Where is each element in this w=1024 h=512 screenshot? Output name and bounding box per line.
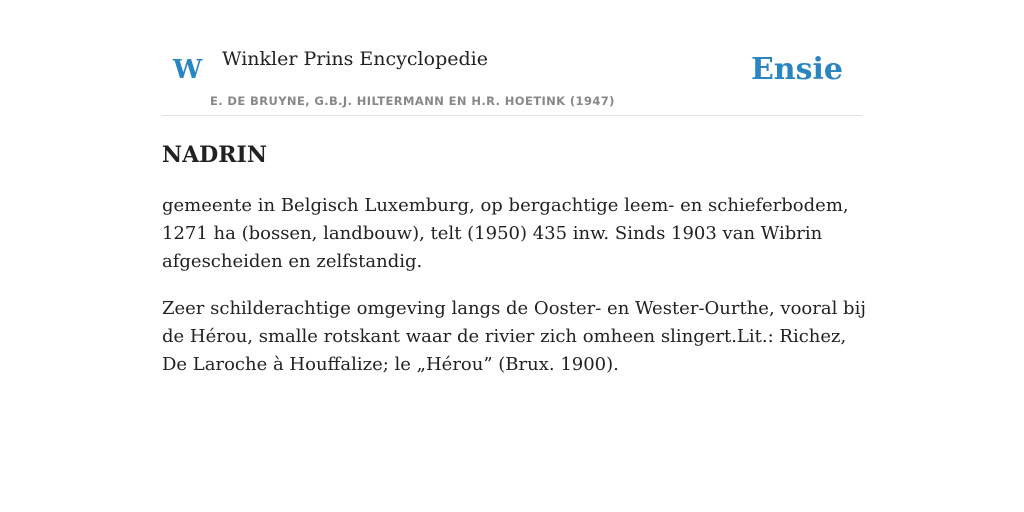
entry-title: NADRIN [162,142,267,168]
page-container [162,0,866,375]
source-authors: E. DE BRUYNE, G.B.J. HILTERMANN EN H.R. HOETINK (1947) [210,94,615,108]
ensie-logo-link[interactable]: Ensie [750,52,843,87]
entry-paragraph: gemeente in Belgisch Luxemburg, op bergachtige leem- en schieferbodem, 1271 ha (bossen, landbouw), telt (1950) 435 inw. Sinds 1903 van Wibrin afgescheiden en zelfstandig. [162,195,849,272]
source-logo: W [173,55,203,85]
entry-paragraph: Zeer schilderachtige omgeving langs de Ooster- en Wester-Ourthe, vooral bij de Hérou, smalle rotskant waar de rivier zich omheen slingert.Lit.: Richez, De Laroche à Houffalize; le „Hérou” (Brux. 1900). [162,298,866,375]
source-title[interactable]: Winkler Prins Encyclopedie [222,48,488,70]
source-header [162,0,862,116]
